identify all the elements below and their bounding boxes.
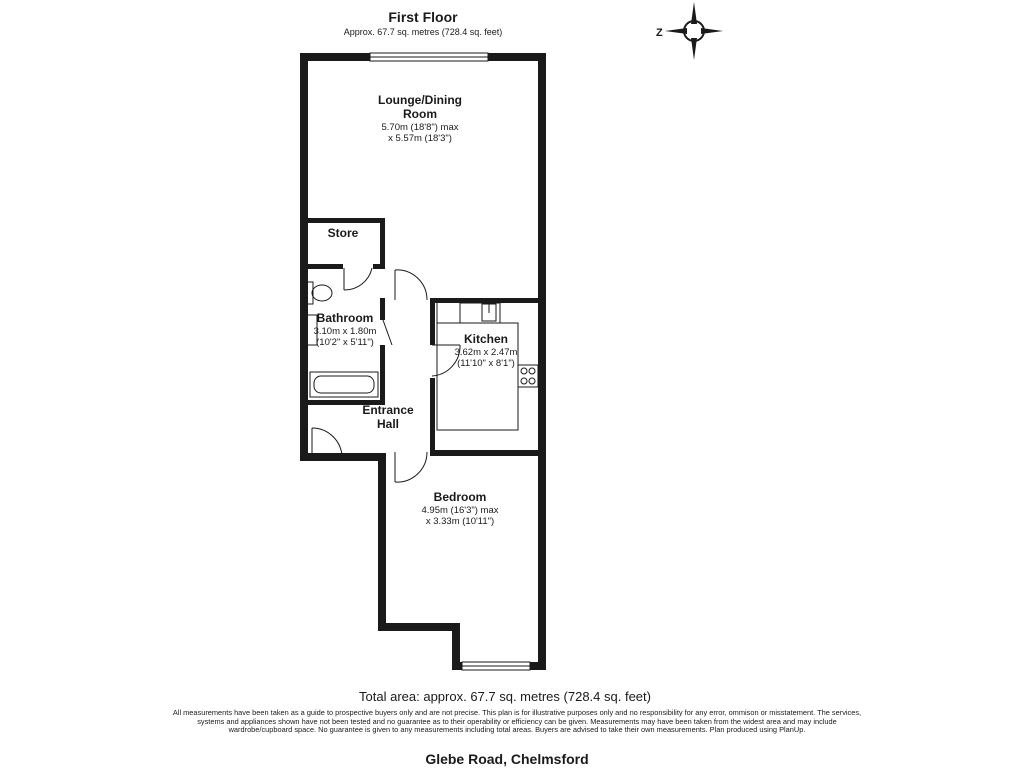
room-entrance-name-2: Hall [376, 417, 400, 431]
room-bedroom-dim: 4.95m (16'3") max [421, 505, 499, 516]
door-lounge [395, 270, 427, 300]
disclaimer-text: All measurements have been taken as a guide to prospective buyers only and are not precise. This plan is for illustrative purposes only and no responsibility for any error, ommison or misstatement. The services, systems and appliances shown have not been tested and no guarantee as to their operability or efficiency can be given. Measurements may have been taken from the widest area and may include wardrobe/cupboard space. No guarantee is given to any measurements including total areas. Buyers are advised to take their own measurements. Plan produced using PlanUp. [172, 708, 862, 735]
floor-area-subtitle: Approx. 67.7 sq. metres (728.4 sq. feet) [343, 27, 503, 37]
room-bedroom [422, 490, 499, 527]
compass-label: Z [656, 27, 663, 39]
room-bedroom-name: Bedroom [433, 490, 487, 504]
room-entrance-name: Entrance [362, 403, 414, 417]
room-lounge-name: Lounge/Dining [378, 93, 462, 107]
compass-icon [656, 2, 723, 60]
room-store-name: Store [327, 226, 359, 240]
room-store [328, 226, 359, 240]
total-area: Total area: approx. 67.7 sq. metres (728.4 sq. feet) [359, 689, 651, 704]
hob-icon [518, 365, 538, 387]
door-store [344, 268, 372, 290]
room-kitchen-name: Kitchen [463, 332, 509, 346]
room-entrance-hall [362, 403, 414, 431]
room-kitchen [455, 332, 518, 369]
room-lounge-dim-2: x 5.57m (18'3") [388, 133, 452, 144]
room-lounge-name-2: Room [403, 107, 437, 121]
window-bedroom [462, 662, 530, 670]
sink-icon [482, 304, 496, 321]
door-bathroom [383, 320, 392, 345]
room-lounge-dim: 5.70m (18'8") max [381, 122, 459, 133]
floor-title: First Floor [388, 9, 458, 25]
toilet-icon [307, 282, 332, 304]
room-kitchen-dim-2: (11'10" x 8'1") [457, 358, 515, 369]
window-lounge [370, 53, 488, 61]
room-bedroom-dim-2: x 3.33m (10'11") [425, 516, 495, 527]
door-bedroom [395, 452, 427, 482]
kitchen-walls [430, 298, 542, 456]
room-bathroom-name: Bathroom [316, 311, 374, 325]
room-bathroom-dim: 3.10m x 1.80m [313, 326, 377, 337]
property-address: Glebe Road, Chelmsford [425, 751, 589, 767]
bath-icon [310, 372, 378, 397]
room-bathroom-dim-2: (10'2" x 5'11") [316, 337, 374, 348]
room-kitchen-dim: 3.62m x 2.47m [454, 347, 518, 358]
room-lounge [378, 93, 462, 144]
room-bathroom [314, 311, 377, 348]
